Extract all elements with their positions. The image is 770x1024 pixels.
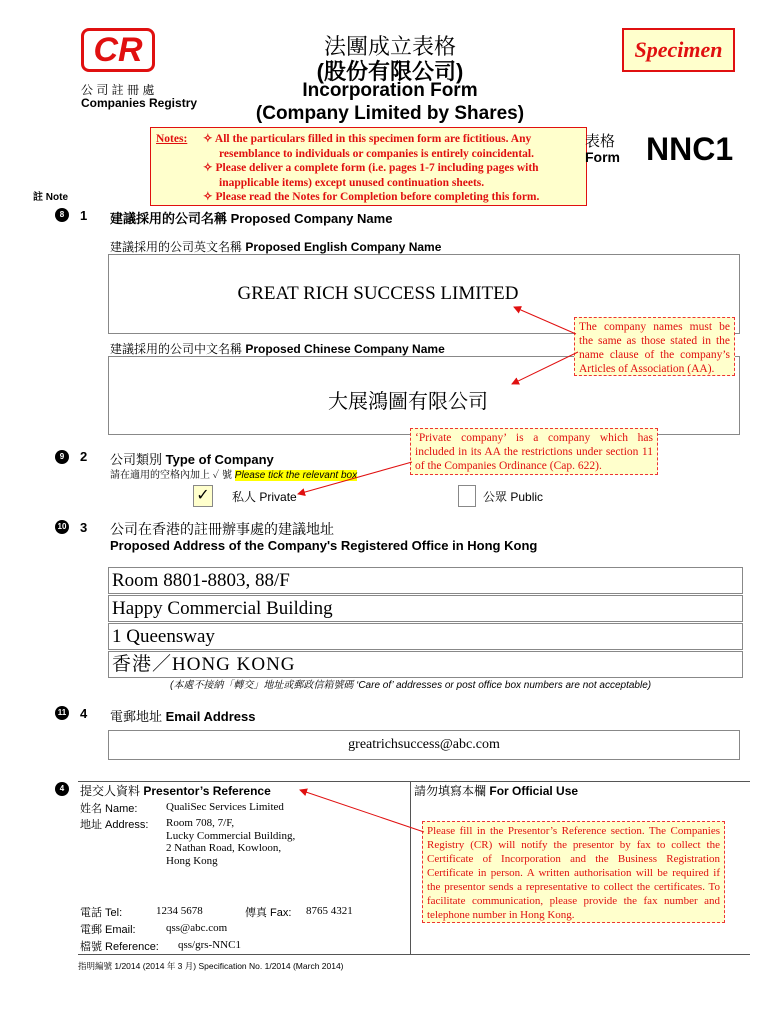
zh-name-value: 大展鴻圖有限公司 bbox=[328, 391, 488, 413]
note-item: ✧ Please read the Notes for Completion before completing this form. bbox=[203, 191, 540, 203]
arrow-private bbox=[298, 462, 412, 494]
arrow-presentor bbox=[300, 790, 424, 832]
email-label: 電郵 Email: bbox=[80, 924, 136, 936]
address-line-3[interactable]: 1 Queensway bbox=[108, 623, 743, 650]
email-value: qss@abc.com bbox=[166, 922, 228, 934]
private-label: 私人 Private bbox=[232, 490, 297, 504]
arrow-zh-name bbox=[512, 352, 578, 384]
note-ref-9: 9 bbox=[55, 450, 69, 464]
notes-box: Notes: ✧ All the particulars filled in this specimen form are fictitious. Any resemblance to individuals or companies is entirely coincidental. ✧ Please deliver a complete form (i.e. pages 1-7 including pages with inapplicable items) except unused continuation sheets. ✧ Please read the Notes for Completion before completing this form. bbox=[150, 127, 587, 206]
diamond-icon: ✧ bbox=[203, 133, 215, 145]
footer-spec: 指明編號 1/2014 (2014 年 3 月) Specification No. 1/2014 (March 2014) bbox=[78, 961, 344, 971]
form-label-en: Form bbox=[585, 149, 620, 165]
email-field[interactable]: greatrichsuccess@abc.com bbox=[108, 730, 740, 760]
note-item: ✧ All the particulars filled in this specimen form are fictitious. Any resemblance to individuals or companies is entirely coincidental. bbox=[203, 133, 534, 160]
address-note: (本處不接納「轉交」地址或郵政信箱號碼 ‘Care of’ addresses or post office box numbers are not acceptable) bbox=[170, 680, 652, 691]
address-value: Room 708, 7/F, Lucky Commercial Building, 2 Nathan Road, Kowloon, Hong Kong bbox=[166, 817, 296, 867]
callout-private-company: ‘Private company’ is a company which has included in its AA the restrictions under section 11 of the Companies Ordinance (Cap. 622). bbox=[410, 428, 658, 475]
presentor-title: 提交人資料 Presentor’s Reference bbox=[80, 784, 271, 798]
diamond-icon: ✧ bbox=[203, 162, 216, 174]
fax-value: 8765 4321 bbox=[306, 905, 353, 917]
note-ref-4: 4 bbox=[55, 782, 69, 796]
public-label: 公眾 Public bbox=[483, 490, 544, 504]
section-number: 3 bbox=[80, 520, 88, 535]
note-ref-10: 10 bbox=[55, 520, 69, 534]
en-name-value: GREAT RICH SUCCESS LIMITED bbox=[237, 283, 519, 304]
official-use-title: 請勿填寫本欄 For Official Use bbox=[414, 784, 579, 798]
note-column-label: 註 Note bbox=[33, 192, 68, 203]
arrow-en-name bbox=[514, 307, 576, 334]
section-number: 1 bbox=[80, 208, 88, 223]
callout-presentor: Please fill in the Presentor’s Reference section. The Companies Registry (CR) will notify the presentor by fax to collect the Certificate of Incorporation and the Business Registration Certificate in person. A written authorisation will be required if the presentor sends a representative to collect the certificates. To facilitate communication, please provide the fax number and telephone number in Hong Kong. bbox=[422, 821, 725, 923]
title-zh: 法團成立表格 bbox=[323, 34, 456, 59]
note-item: ✧ Please deliver a complete form (i.e. pages 1-7 including pages with inapplicable items) except unused continuation sheets. bbox=[203, 162, 539, 189]
name-label: 姓名 Name: bbox=[80, 803, 138, 815]
callout-company-names: The company names must be the same as those stated in the name clause of the company’s Articles of Association (AA). bbox=[574, 317, 735, 376]
title-en: Incorporation Form bbox=[302, 80, 478, 101]
reference-value: qss/grs-NNC1 bbox=[178, 939, 241, 951]
name-value: QualiSec Services Limited bbox=[166, 801, 284, 813]
note-ref-11: 11 bbox=[55, 706, 69, 720]
form-code: NNC1 bbox=[646, 131, 734, 167]
tick-instruction: 請在適用的空格內加上 ✓ 號 Please tick the relevant box bbox=[110, 470, 358, 481]
subtitle-zh: (股份有限公司) bbox=[316, 59, 464, 84]
specimen-stamp: Specimen bbox=[622, 28, 735, 72]
zh-name-label: 建議採用的公司中文名稱 Proposed Chinese Company Name bbox=[110, 342, 445, 356]
section-title: 電郵地址 Email Address bbox=[110, 709, 256, 724]
registry-en: Companies Registry bbox=[81, 96, 198, 110]
reference-label: 檔號 Reference: bbox=[80, 941, 159, 953]
subtitle-en: (Company Limited by Shares) bbox=[255, 103, 525, 124]
address-line-2[interactable]: Happy Commercial Building bbox=[108, 595, 743, 622]
en-name-label: 建議採用的公司英文名稱 Proposed English Company Name bbox=[110, 240, 442, 254]
tel-value: 1234 5678 bbox=[156, 905, 203, 917]
note-ref-8: 8 bbox=[55, 208, 69, 222]
registry-zh: 公 司 註 冊 處 bbox=[81, 83, 155, 97]
address-label: 地址 Address: bbox=[80, 819, 149, 831]
section-title: Proposed Address of the Company's Registered Office in Hong Kong bbox=[110, 538, 538, 553]
fax-label: 傳真 Fax: bbox=[245, 907, 292, 919]
diamond-icon: ✧ bbox=[203, 191, 216, 203]
section-title: 建議採用的公司名稱 Proposed Company Name bbox=[110, 211, 393, 226]
section-number: 4 bbox=[80, 706, 88, 721]
cr-logo: CR bbox=[81, 28, 155, 72]
form-label-zh: 表格 bbox=[585, 133, 616, 150]
section-title-zh: 公司在香港的註冊辦事處的建議地址 bbox=[110, 521, 334, 537]
section-number: 2 bbox=[80, 449, 88, 464]
tel-label: 電話 Tel: bbox=[80, 907, 123, 919]
address-line-1[interactable]: Room 8801-8803, 88/F bbox=[108, 567, 743, 594]
section-title: 公司類別 Type of Company bbox=[110, 452, 274, 467]
address-line-4[interactable]: 香港／HONG KONG bbox=[108, 651, 743, 678]
checkmark-icon: ✓ bbox=[196, 487, 210, 504]
